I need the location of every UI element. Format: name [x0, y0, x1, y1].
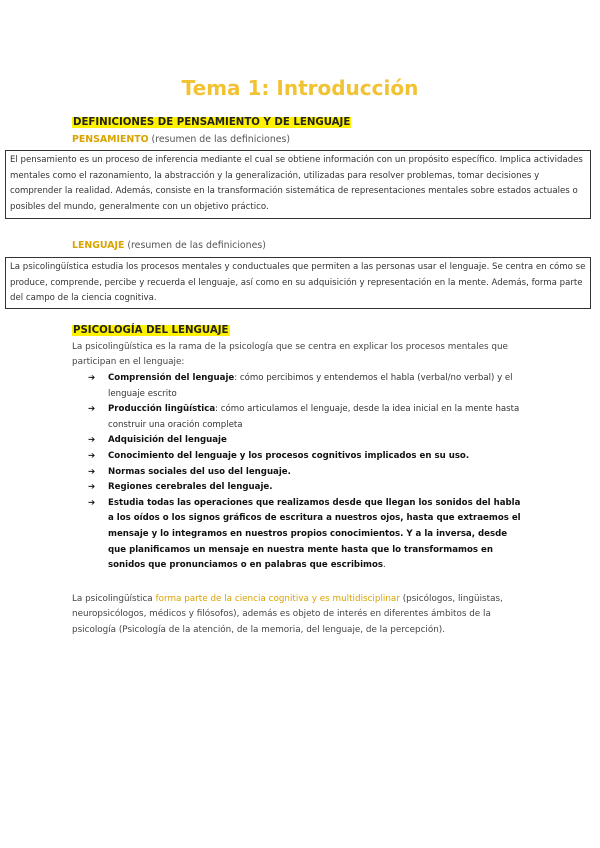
- arrow-right-icon: ➔: [88, 466, 96, 477]
- closing-paragraph: La psicolingüística forma parte de la ciencia cognitiva y es multidisciplinar (psicólogos, lingüistas, neuropsicólogos, médicos y filósofos), además es objeto de interés en diferentes ámbitos de la psicología (Psicología de la atención, de la memoria, del lenguaje, de la percepción).: [72, 594, 503, 635]
- arrow-right-icon: ➔: [88, 373, 96, 383]
- pensamiento-definition-box: El pensamiento es un proceso de inferencia mediante el cual se obtiene información con un propósito específico. Implica actividades mentales como el razonamiento, la abstracción y la generalización, utilizadas para resolver problemas, tomar decisiones y comprender la realidad. Además, consiste en la transformación sistemática de representaciones mentales sobre estados actuales o posibles del mundo, generalmente con un objetivo práctico.: [5, 150, 591, 219]
- list-item: ➔ Normas sociales del uso del lenguaje.: [88, 465, 528, 481]
- lenguaje-definition-box: La psicolingüística estudia los procesos mentales y conductuales que permiten a las personas usar el lenguaje. Se centra en cómo se produce, comprende, percibe y recuerda el lenguaje, así como en su adquisición y representación en la mente. Además, forma parte del campo de la ciencia cognitiva.: [5, 257, 591, 309]
- list-item: ➔ Conocimiento del lenguaje y los procesos cognitivos implicados en su uso.: [88, 449, 528, 465]
- subheading-note: (resumen de las definiciones): [124, 240, 266, 251]
- list-item: ➔ Estudia todas las operaciones que realizamos desde que llegan los sonidos del habla a los oídos o los signos gráficos de escritura a nuestros ojos, hasta que extraemos el mensaje y lo integramos en nuestros propios conocimientos. Y a la inversa, desde que planificamos un mensaje en nuestra mente hasta que lo transformamos en sonidos que pronunciamos o en palabras que escribimos.: [88, 497, 521, 571]
- section-heading-psicologia: [72, 325, 230, 336]
- list-item: ➔ Regiones cerebrales del lenguaje.: [88, 480, 528, 496]
- keyword-pensamiento: PENSAMIENTO: [72, 134, 149, 145]
- subheading-lenguaje: [72, 240, 266, 251]
- highlighted-heading-text: DEFINICIONES DE PENSAMIENTO Y DE LENGUAJE: [73, 117, 351, 128]
- arrow-right-icon: ➔: [88, 404, 96, 415]
- list-item: ➔ Comprensión del lenguaje: cómo percibimos y entendemos el habla (verbal/no verbal) y el lenguaje escrito: [88, 373, 513, 399]
- section-heading-definiciones: [72, 117, 351, 128]
- arrow-right-icon: ➔: [88, 450, 96, 461]
- highlight-text: forma parte de la ciencia cognitiva y es multidisciplinar: [155, 594, 400, 604]
- list-item: ➔ Producción lingüística: cómo articulamos el lenguaje, desde la idea inicial en la mente hasta construir una oración completa: [88, 404, 520, 430]
- subheading-pensamiento: [72, 134, 290, 145]
- arrow-right-icon: ➔: [88, 497, 96, 508]
- keyword-lenguaje: LENGUAJE: [72, 240, 125, 251]
- list-item: ➔ Adquisición del lenguaje: [88, 433, 528, 449]
- page-title: Tema 1: Introducción: [181, 76, 419, 100]
- topics-list: [88, 371, 528, 574]
- subheading-note: (resumen de las definiciones): [148, 134, 291, 145]
- arrow-right-icon: ➔: [88, 435, 96, 446]
- intro-paragraph: La psicolingüística es la rama de la psicología que se centra en explicar los procesos mentales que participan en el lenguaje:: [72, 342, 508, 368]
- arrow-right-icon: ➔: [88, 482, 96, 493]
- highlighted-heading-text: PSICOLOGÍA DEL LENGUAJE: [73, 325, 229, 336]
